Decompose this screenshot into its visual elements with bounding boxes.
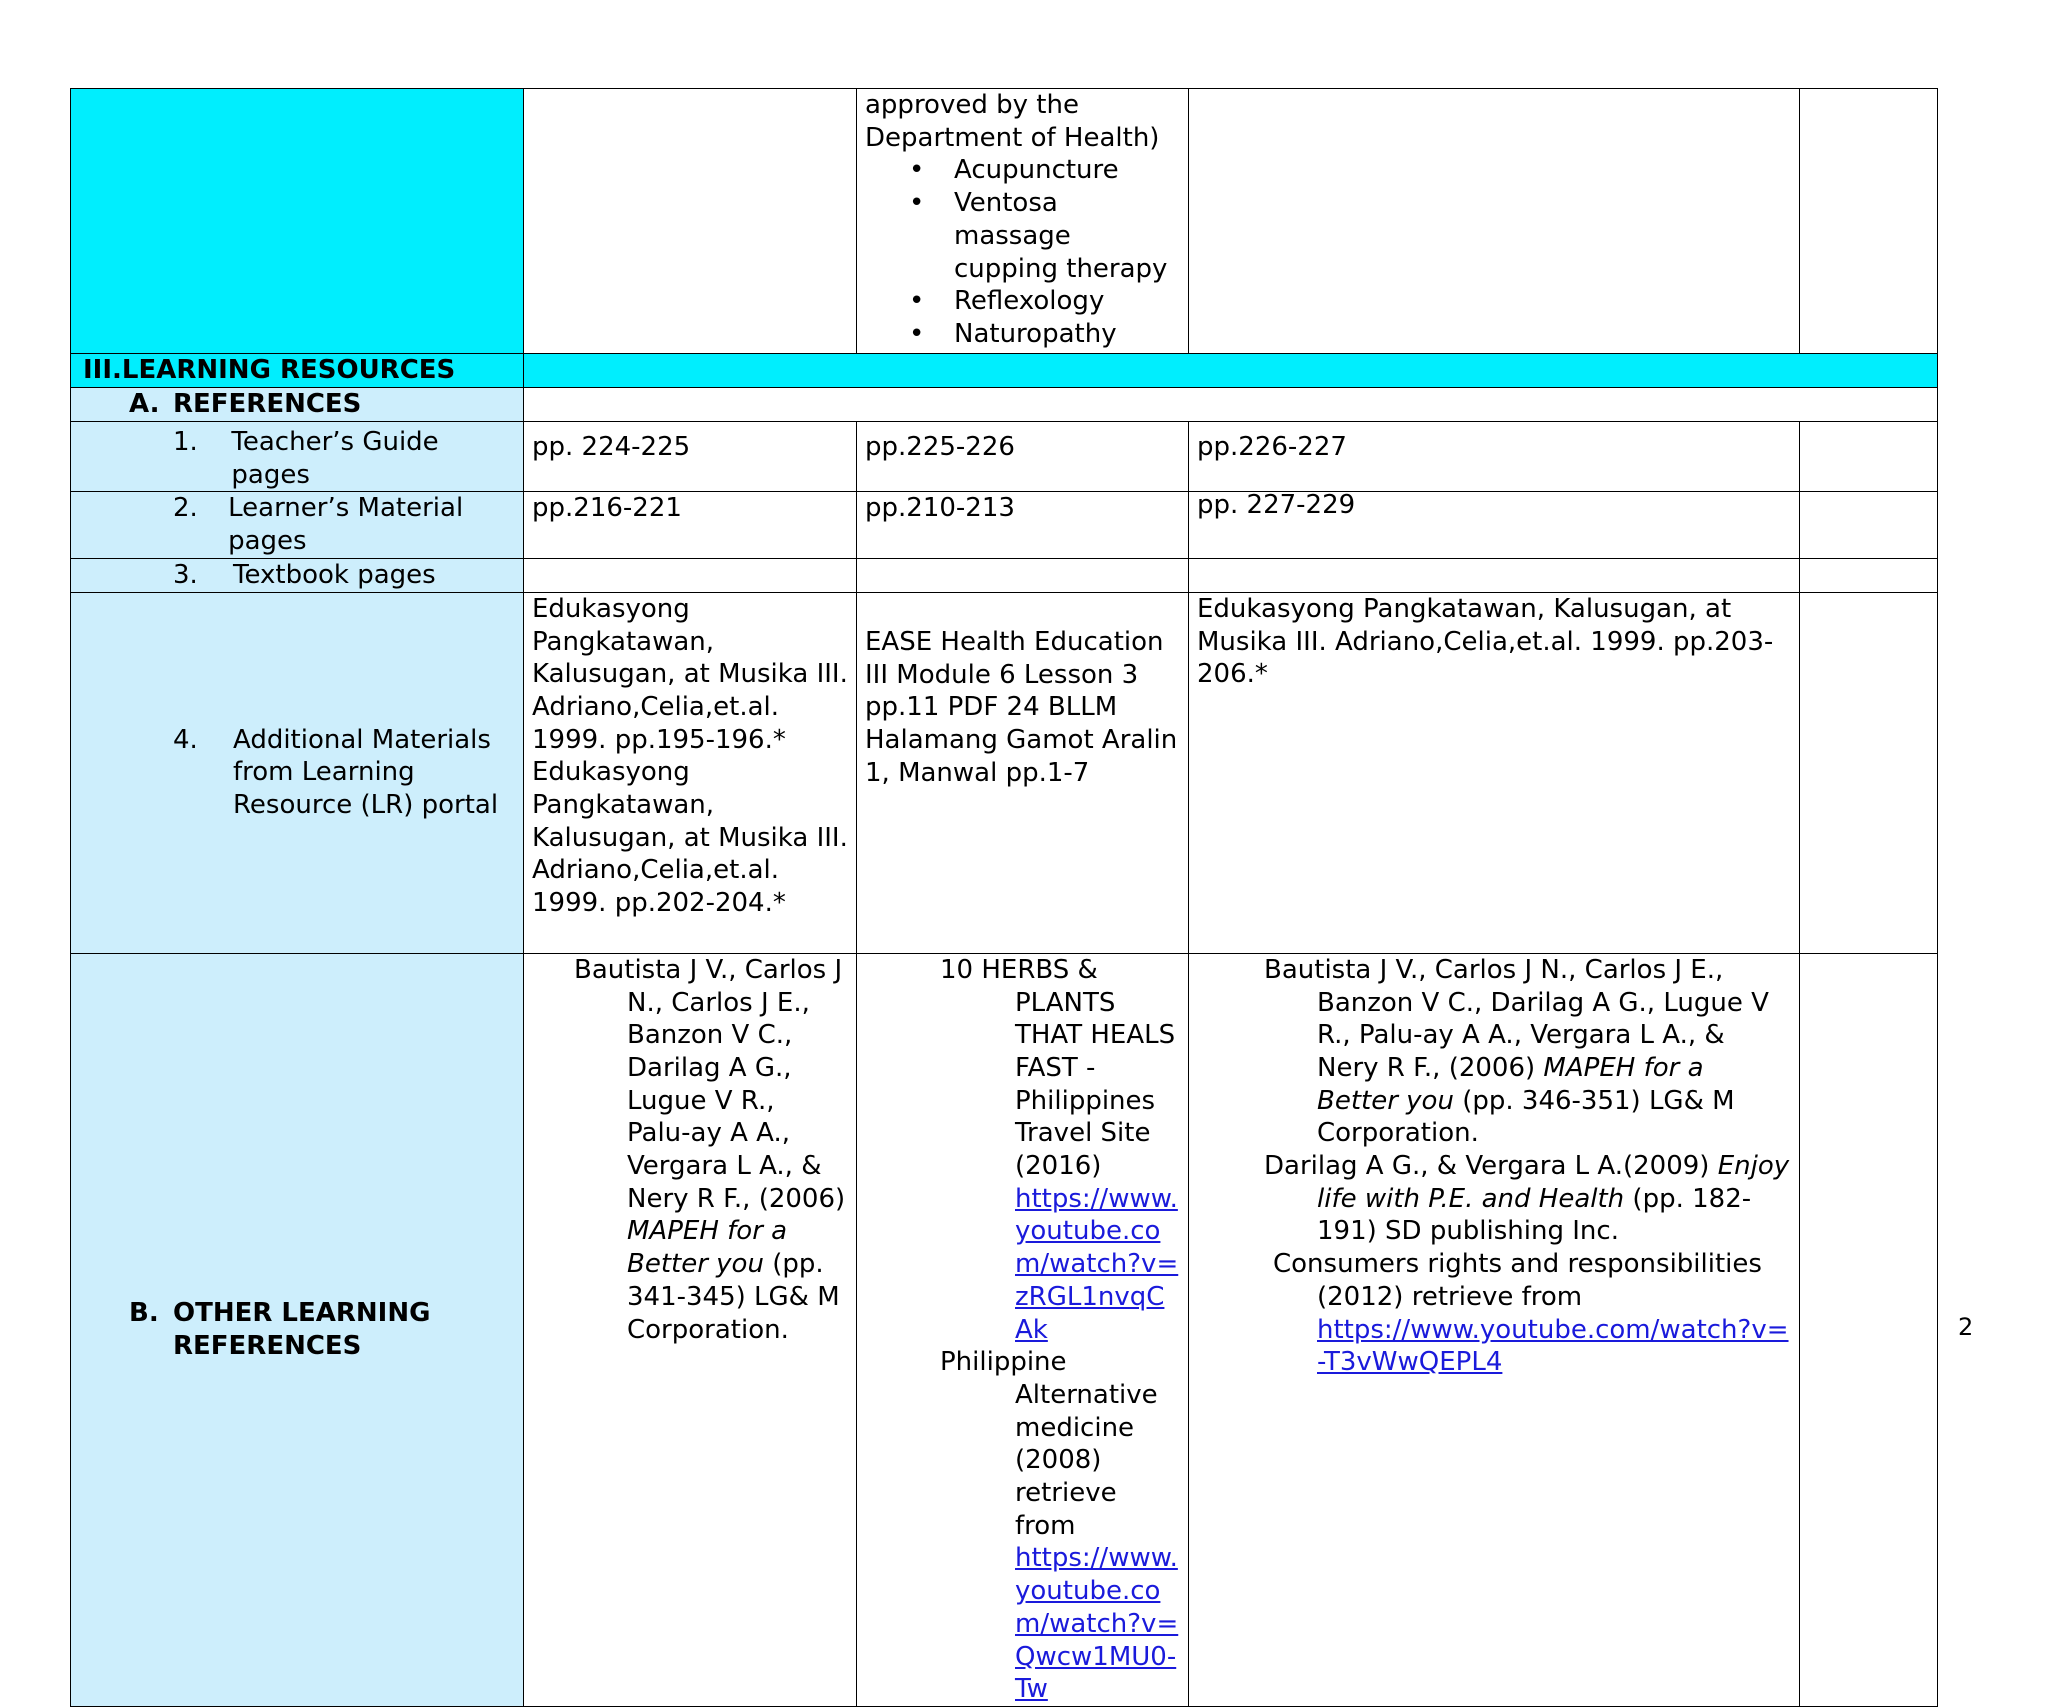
reference-link[interactable]: https://www.youtube.com/watch?v=Qwcw1MU0-Tw — [1015, 1543, 1179, 1705]
additional-materials-row — [71, 592, 1938, 953]
reference-text: (pp. 346-351) LG& M Corporation. — [1317, 1085, 1735, 1149]
reference-title: Enjoy life with P.E. and Health — [1317, 1151, 1790, 1214]
reference-entry — [940, 1346, 1182, 1706]
continuation-cell-4 — [1800, 89, 1938, 354]
additional-materials-col2: EASE Health Education III Module 6 Lesson 3 pp.11 PDF 24 BLLM Halamang Gamot Aralin 1, Manwal pp.1-7 — [865, 626, 1178, 788]
list-item: • Acupuncture — [909, 154, 1180, 187]
reference-text: Darilag A G., & Vergara L A.(2009) — [1264, 1151, 1718, 1182]
reference-link[interactable]: https://www.youtube.com/watch?v=-T3vWwQEPL4 — [1317, 1314, 1789, 1378]
continuation-row — [71, 89, 1938, 354]
reference-title: MAPEH for a Better you — [627, 1216, 788, 1280]
table-cell — [1189, 953, 1800, 1706]
row-number: 4. — [173, 724, 198, 755]
reference-text: Bautista J V., Carlos J N., Carlos J E., Banzon V C., Darilag A G., Lugue V R., Palu-ay A A., Vergara L A., & Nery R F., (2006) — [1264, 954, 1769, 1083]
list-item: • Naturopathy — [909, 318, 1180, 351]
continuation-cell-1 — [524, 89, 857, 354]
table-cell: pp.226-227 — [1189, 422, 1800, 492]
section-references-label-cell — [71, 388, 524, 422]
table-cell: pp.210-213 — [857, 492, 1189, 558]
continuation-line-1: approved by the — [865, 90, 1079, 120]
reference-text: Consumers rights and responsibilities (2012) retrieve from — [1273, 1249, 1762, 1312]
reference-text: (pp. 182-191) SD publishing Inc. — [1317, 1183, 1752, 1247]
other-references-row — [71, 953, 1938, 1706]
table-cell — [1800, 953, 1938, 1706]
table-cell — [857, 953, 1189, 1706]
additional-materials-col3: Edukasyong Pangkatawan, Kalusugan, at Musika III. Adriano,Celia,et.al. 1999. pp.203-206.* — [1197, 593, 1774, 690]
learners-material-row — [71, 492, 1938, 558]
row-number: 2. — [173, 493, 198, 524]
reference-text: (pp. 341-345) LG& M Corporation. — [627, 1249, 840, 1345]
table-cell: pp.216-221 — [524, 492, 857, 558]
table-cell — [524, 592, 857, 953]
row-label: Additional Materials from Learning Resource (LR) portal — [233, 724, 499, 821]
table-cell — [857, 592, 1189, 953]
textbook-row — [71, 558, 1938, 592]
row-number: 3. — [173, 559, 198, 590]
table-cell — [1800, 558, 1938, 592]
table-cell — [1800, 492, 1938, 558]
section-title-other-references: OTHER LEARNING REFERENCES — [173, 1298, 431, 1361]
reference-text: Bautista J V., Carlos J N., Carlos J E., Banzon V C., Darilag A G., Lugue V R., Palu-ay A A., Vergara L A., & Nery R F., (2006) — [574, 954, 846, 1214]
table-cell: pp.225-226 — [857, 422, 1189, 492]
table-cell — [1189, 558, 1800, 592]
section-row-learning-resources — [71, 354, 1938, 388]
reference-entry — [940, 954, 1182, 1346]
continuation-label-cell — [71, 89, 524, 354]
section-title-references: REFERENCES — [173, 389, 362, 419]
section-letter: A. — [129, 389, 160, 419]
teachers-guide-row — [71, 422, 1938, 492]
additional-materials-col1: Edukasyong Pangkatawan, Kalusugan, at Musika III. Adriano,Celia,et.al. 1999. pp.195-196.* Edukasyong Pangkatawan, Kalusugan, at Musika III. Adriano,Celia,et.al. 1999. pp.202-204.* — [532, 593, 848, 919]
table-cell — [1189, 592, 1800, 953]
therapy-list — [865, 154, 1180, 350]
table-cell: pp. 227-229 — [1189, 492, 1800, 558]
reference-title: MAPEH for a Better you — [1317, 1052, 1704, 1116]
section-row-references — [71, 388, 1938, 422]
table-cell: pp. 224-225 — [524, 422, 857, 492]
section-fill — [524, 354, 1938, 388]
textbook-label-cell — [71, 558, 524, 592]
row-label: Teacher’s Guide pages — [231, 427, 439, 490]
learners-material-label-cell — [71, 492, 524, 558]
page-number: 2 — [1958, 1313, 1974, 1341]
references-fill — [524, 388, 1938, 422]
reference-link[interactable]: https://www.youtube.com/watch?v=zRGL1nvqCAk — [1015, 1183, 1179, 1345]
row-label: Learner’s Material pages — [228, 493, 464, 557]
table-cell — [1800, 422, 1938, 492]
continuation-cell-2 — [857, 89, 1189, 354]
reference-text: Philippine Alternative medicine (2008) retrieve from — [940, 1347, 1158, 1541]
section-title-learning-resources: III.LEARNING RESOURCES — [71, 354, 524, 388]
section-letter: B. — [129, 1298, 159, 1329]
reference-entry — [1273, 1248, 1791, 1379]
reference-entry — [1264, 1150, 1791, 1248]
row-label: Textbook pages — [233, 559, 436, 590]
row-number: 1. — [173, 427, 198, 457]
reference-entry — [574, 954, 846, 1346]
continuation-line-2: Department of Health) — [865, 122, 1160, 153]
reference-entry — [1264, 954, 1791, 1150]
table-cell — [524, 953, 857, 1706]
learning-plan-table — [70, 88, 1938, 1707]
continuation-cell-3 — [1189, 89, 1800, 354]
table-cell — [524, 558, 857, 592]
teachers-guide-label-cell — [71, 422, 524, 492]
list-item: • Reflexology — [909, 285, 1180, 318]
additional-materials-label-cell — [71, 592, 524, 953]
table-cell — [857, 558, 1189, 592]
other-references-label-cell — [71, 953, 524, 1706]
table-cell — [1800, 592, 1938, 953]
list-item: • Ventosa massage cupping therapy — [909, 187, 1180, 285]
reference-text: 10 HERBS & PLANTS THAT HEALS FAST - Philippines Travel Site (2016) — [940, 954, 1176, 1182]
